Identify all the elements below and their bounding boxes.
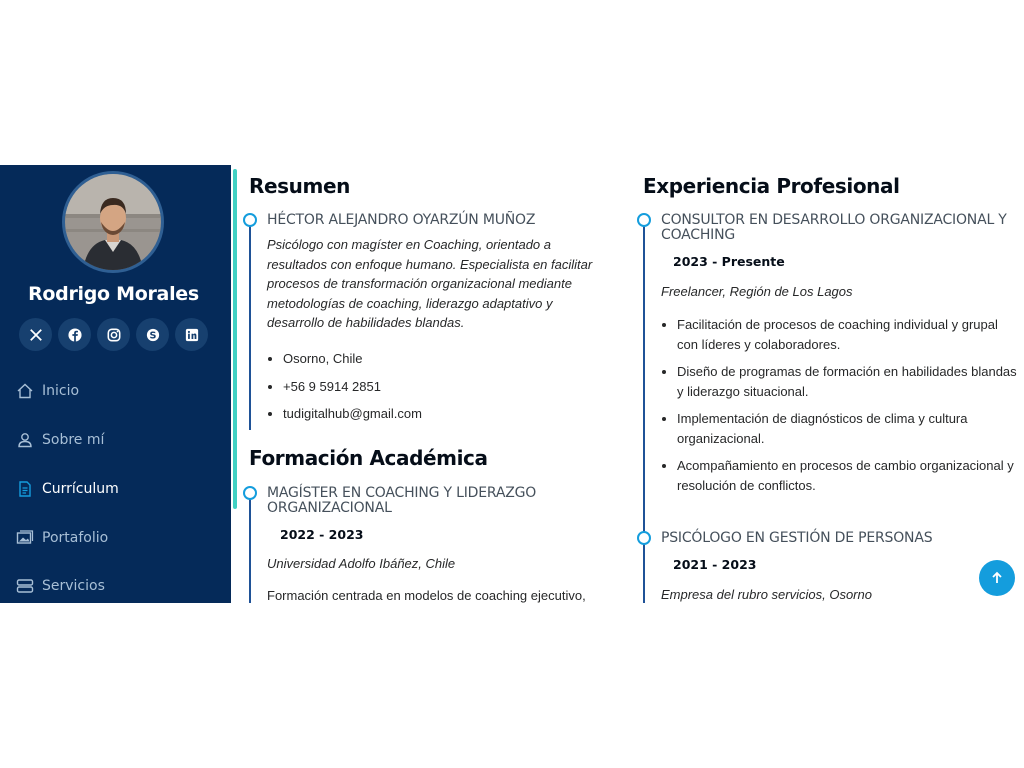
instagram-icon <box>107 328 121 342</box>
social-skype-button[interactable] <box>136 318 169 351</box>
svg-text:S: S <box>149 330 156 341</box>
list-item: • Acompañamiento en procesos de cambio organizacional y resolución de conflictos. <box>677 456 1022 495</box>
back-to-top-button[interactable] <box>979 560 1015 596</box>
nav-label: Sobre mí <box>42 432 105 448</box>
timeline-dot <box>637 531 651 545</box>
experiencia-item-date: 2023 - Presente <box>673 254 785 269</box>
nav-item-inicio[interactable] <box>16 380 216 402</box>
experiencia-item-date: 2021 - 2023 <box>673 557 757 572</box>
formacion-item-title: MAGÍSTER EN COACHING Y LIDERAZGO ORGANIZACIONAL <box>267 485 537 516</box>
experiencia-timeline-line <box>643 218 645 603</box>
file-icon <box>16 480 34 498</box>
nav-item-curriculum[interactable] <box>16 478 216 500</box>
page-viewport <box>0 165 1024 603</box>
social-facebook-button[interactable] <box>58 318 91 351</box>
experiencia-item-place: Empresa del rubro servicios, Osorno <box>661 587 872 602</box>
formacion-title: Formación Académica <box>249 446 488 470</box>
formacion-item-date: 2022 - 2023 <box>280 527 364 542</box>
contact-phone: • +56 9 5914 2851 <box>283 373 613 401</box>
timeline-dot <box>243 486 257 500</box>
experiencia-item-title: PSICÓLOGO EN GESTIÓN DE PERSONAS <box>661 530 933 546</box>
nav-item-portafolio[interactable] <box>16 527 216 549</box>
resumen-title: Resumen <box>249 174 350 198</box>
facebook-icon <box>68 328 82 342</box>
linkedin-icon <box>185 328 199 342</box>
social-linkedin-button[interactable] <box>175 318 208 351</box>
experiencia-title: Experiencia Profesional <box>643 174 900 198</box>
formacion-item-institution: Universidad Adolfo Ibáñez, Chile <box>267 556 456 571</box>
experiencia-item-place: Freelancer, Región de Los Lagos <box>661 284 853 299</box>
social-x-button[interactable] <box>19 318 52 351</box>
nav-item-servicios[interactable] <box>16 575 216 597</box>
contact-list <box>267 345 613 428</box>
server-icon <box>16 577 34 595</box>
avatar <box>65 174 161 270</box>
resumen-summary: Psicólogo con magíster en Coaching, orientado a resultados con enfoque humano. Especialista en facilitar procesos de transformación organizacional mediante metodologías de coaching, liderazgo adaptativo y desarrollo de habilidades blandas. <box>267 237 593 330</box>
arrow-up-icon <box>990 571 1004 585</box>
images-icon <box>16 529 34 547</box>
contact-email: • tudigitalhub@gmail.com <box>283 400 613 428</box>
profile-name: Rodrigo Morales <box>28 283 199 305</box>
x-icon <box>29 328 43 342</box>
timeline-dot <box>243 213 257 227</box>
list-item: • Implementación de diagnósticos de clima y cultura organizacional. <box>677 409 1022 448</box>
list-item: • Diseño de programas de formación en habilidades blandas y liderazgo situacional. <box>677 362 1022 401</box>
sidebar-scrollbar-thumb[interactable] <box>233 169 237 509</box>
contact-location: • Osorno, Chile <box>283 345 613 373</box>
home-icon <box>16 382 34 400</box>
nav-label: Servicios <box>42 578 105 594</box>
social-instagram-button[interactable] <box>97 318 130 351</box>
list-item: • Facilitación de procesos de coaching individual y grupal con líderes y colaboradores. <box>677 315 1022 354</box>
experiencia-bullets <box>661 315 1022 495</box>
nav-item-sobre-mi[interactable] <box>16 429 216 451</box>
experiencia-item-title: CONSULTOR EN DESARROLLO ORGANIZACIONAL Y COACHING <box>661 212 1007 243</box>
nav-label: Inicio <box>42 383 80 399</box>
nav-label: Portafolio <box>42 530 109 546</box>
skype-icon <box>146 328 160 342</box>
resumen-name: HÉCTOR ALEJANDRO OYARZÚN MUÑOZ <box>267 212 536 228</box>
sidebar <box>0 165 231 603</box>
person-icon <box>16 431 34 449</box>
timeline-dot <box>637 213 651 227</box>
formacion-timeline-line <box>249 491 251 603</box>
formacion-item-description: Formación centrada en modelos de coaching ejecutivo, <box>267 588 586 603</box>
nav-label: Currículum <box>42 481 119 497</box>
resumen-timeline-line <box>249 218 251 430</box>
